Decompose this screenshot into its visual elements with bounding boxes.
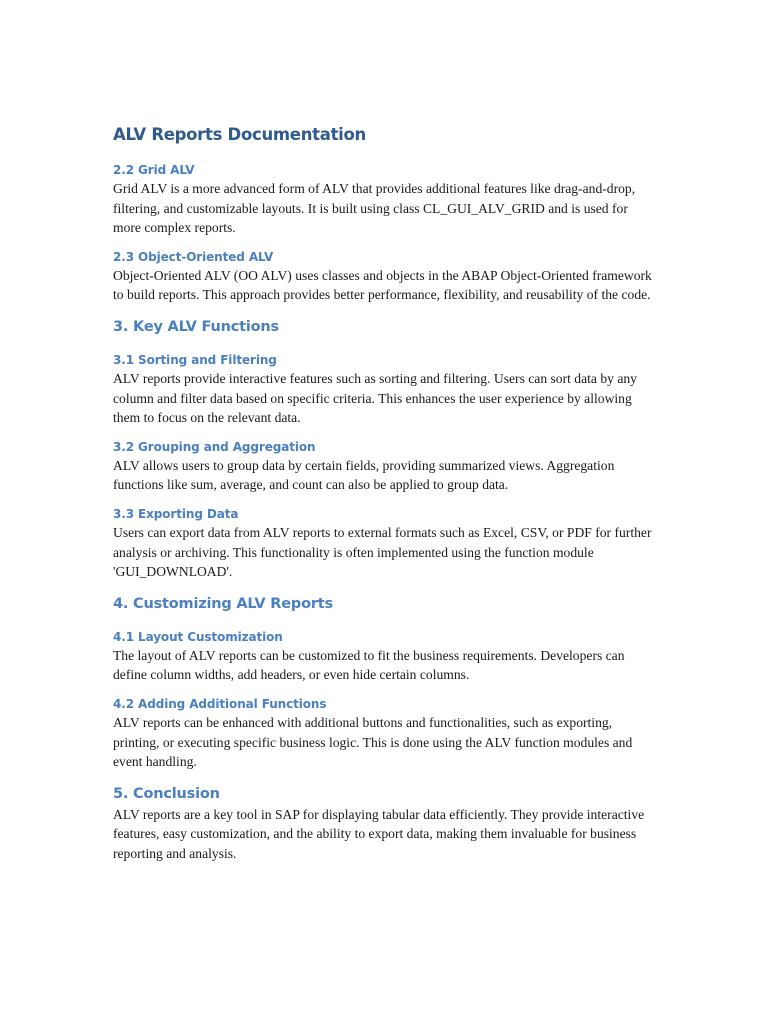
heading-5-conclusion: 5. Conclusion [113, 785, 220, 802]
heading-2-3-object-oriented-alv: 2.3 Object-Oriented ALV [113, 249, 274, 264]
paragraph-layout-customization: The layout of ALV reports can be customized to fit the business requirements. Developers can define column widths, add headers, or even hide certain columns. [113, 647, 625, 683]
heading-4-customizing-alv-reports: 4. Customizing ALV Reports [113, 595, 333, 612]
heading-2-2-grid-alv: 2.2 Grid ALV [113, 163, 195, 177]
paragraph-grid-alv: Grid ALV is a more advanced form of ALV that provides additional features like drag-and-drop, filtering, and customizable layouts. It is built using class CL_GUI_ALV_GRID and is used for more complex reports. [113, 181, 636, 236]
document-page [113, 122, 658, 863]
heading-3-key-alv-functions: 3. Key ALV Functions [113, 318, 279, 335]
paragraph-exporting-data: Users can export data from ALV reports to external formats such as Excel, CSV, or PDF for further analysis or archiving. This functionality is often implemented using the function module 'GUI_DOWNLOAD'. [113, 524, 652, 580]
heading-4-1-layout-customization: 4.1 Layout Customization [113, 629, 283, 644]
heading-4-2-adding-additional-functions: 4.2 Adding Additional Functions [113, 696, 327, 711]
heading-3-3-exporting-data: 3.3 Exporting Data [113, 506, 239, 521]
paragraph-object-oriented-alv: Object-Oriented ALV (OO ALV) uses classes and objects in the ABAP Object-Oriented framework to build reports. This approach provides better performance, flexibility, and reusability of the code. [113, 267, 652, 303]
heading-3-2-grouping-aggregation: 3.2 Grouping and Aggregation [113, 439, 316, 454]
paragraph-sorting-filtering: ALV reports provide interactive features such as sorting and filtering. Users can sort data by any column and filter data based on specific criteria. This enhances the user experience by allowing them to focus on the relevant data. [113, 370, 637, 426]
document-title: ALV Reports Documentation [113, 125, 366, 144]
paragraph-conclusion: ALV reports are a key tool in SAP for displaying tabular data efficiently. They provide interactive features, easy customization, and the ability to export data, making them invaluable for business reporting and analysis. [113, 806, 645, 861]
paragraph-grouping-aggregation: ALV allows users to group data by certain fields, providing summarized views. Aggregation functions like sum, average, and count can also be applied to group data. [113, 457, 615, 493]
paragraph-adding-additional-functions: ALV reports can be enhanced with additional buttons and functionalities, such as exporting, printing, or executing specific business logic. This is done using the ALV function modules and event handling. [113, 714, 633, 770]
heading-3-1-sorting-filtering: 3.1 Sorting and Filtering [113, 352, 277, 367]
